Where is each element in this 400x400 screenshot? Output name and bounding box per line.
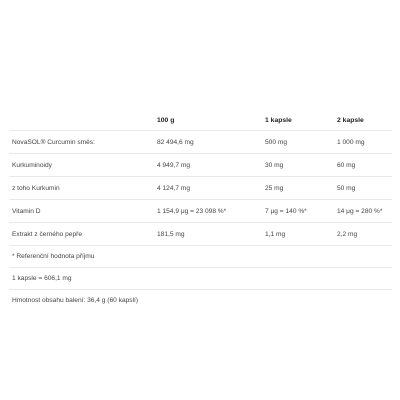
header-cell-per-1-capsule: 1 kapsle <box>262 110 334 131</box>
table-row <box>9 177 392 200</box>
table-row <box>9 200 392 223</box>
ingredient-name: z toho Kurkumin <box>9 177 154 200</box>
value-per-1-capsule: 500 mg <box>262 131 334 154</box>
value-per-2-capsules: 1 000 mg <box>334 131 392 154</box>
header-cell-ingredient <box>9 110 154 131</box>
value-per-100g: 181,5 mg <box>154 223 262 246</box>
value-per-1-capsule: 1,1 mg <box>262 223 334 246</box>
value-per-2-capsules: 50 mg <box>334 177 392 200</box>
ingredient-name: Kurkuminoidy <box>9 154 154 177</box>
table-row <box>9 223 392 246</box>
header-cell-per-2-capsules: 2 kapsle <box>334 110 392 131</box>
value-per-100g: 82 494,6 mg <box>154 131 262 154</box>
value-per-100g: 1 154,9 μg = 23 098 %* <box>154 200 262 223</box>
value-per-2-capsules: 14 μg = 280 %* <box>334 200 392 223</box>
value-per-2-capsules: 2,2 mg <box>334 223 392 246</box>
table-row <box>9 154 392 177</box>
table-header-row <box>9 110 392 131</box>
value-per-2-capsules: 60 mg <box>334 154 392 177</box>
ingredient-name: NovaSOL® Curcumin směs: <box>9 131 154 154</box>
nutrition-table <box>9 110 392 246</box>
ingredient-name: Vitamin D <box>9 200 154 223</box>
value-per-1-capsule: 7 μg = 140 %* <box>262 200 334 223</box>
header-cell-per-100g: 100 g <box>154 110 262 131</box>
capsule-weight-note: 1 kapsle = 606,1 mg <box>9 268 392 290</box>
package-weight-note: Hmotnost obsahu balení: 36,4 g (60 kapslí) <box>12 297 139 304</box>
value-per-100g: 4 949,7 mg <box>154 154 262 177</box>
value-per-1-capsule: 25 mg <box>262 177 334 200</box>
ingredient-name: Extrakt z černého pepře <box>9 223 154 246</box>
value-per-100g: 4 124,7 mg <box>154 177 262 200</box>
nutrition-panel <box>9 110 392 311</box>
reference-intake-note: * Referenční hodnota příjmu <box>9 246 392 268</box>
value-per-1-capsule: 30 mg <box>262 154 334 177</box>
table-row <box>9 131 392 154</box>
